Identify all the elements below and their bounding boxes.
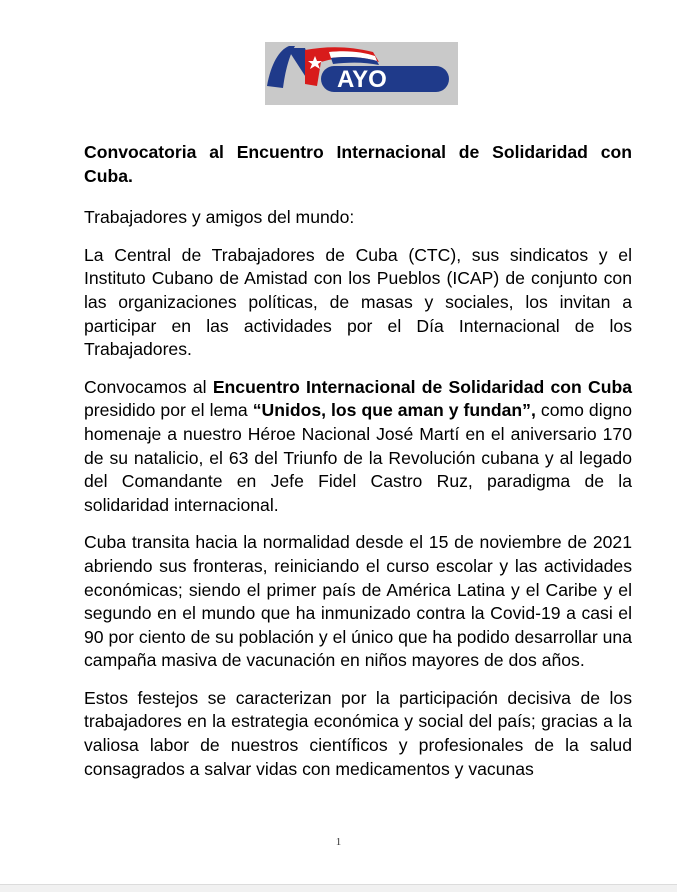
document-title: Convocatoria al Encuentro Internacional de Solidaridad con Cuba. [84,142,632,186]
paragraph-4: Estos festejos se caracterizan por la participación decisiva de los trabajadores en la estrategia económica y social del país; gracias a la valiosa labor de nuestros científicos y profesionales de la salud consagrados a salvar vidas con medicamentos y vacunas [84,687,632,779]
paragraph-1: La Central de Trabajadores de Cuba (CTC), sus sindicatos y el Instituto Cubano de Amistad con los Pueblos (ICAP) de conjunto con las organizaciones políticas, de masas y sociales, los invitan a participar en las actividades por el Día Internacional de los Trabajadores. [84,244,632,360]
paragraph-2-text-3: como digno homenaje a nuestro Héroe Nacional José Martí en el aniversario 170 de su natalicio, el 63 del Triunfo de la Revolución cubana y al legado del Comandante en Jefe Fidel Castro Ruz, paradigma de la solidaridad internacional. [84,400,632,515]
paragraph-2 [84,376,632,518]
greeting: Trabajadores y amigos del mundo: [84,207,355,228]
paragraph-3: Cuba transita hacia la normalidad desde el 15 de noviembre de 2021 abriendo sus fronteras, reiniciando el curso escolar y las actividades económicas; siendo el primer país de América Latina y el Caribe y el segundo en el mundo que ha inmunizado contra la Covid-19 a casi el 90 por ciento de su población y el único que ha podido desarrollar una campaña masiva de vacunación en niños mayores de dos años. [84,532,632,671]
mayo-logo [265,42,458,105]
logo-text: AYO [337,66,387,93]
paragraph-2-text-2: presidido por el lema [84,400,253,421]
page-number: 1 [335,836,342,848]
paragraph-2-bold-motto: “Unidos, los que aman y fundan”, [252,400,536,421]
mayo-logo-flag-icon [265,42,458,105]
document-body [84,141,632,795]
paragraph-2-bold-event: Encuentro Internacional de Solidaridad con Cuba [212,376,632,397]
paragraph-2-text-1: Convocamos al [84,376,213,397]
